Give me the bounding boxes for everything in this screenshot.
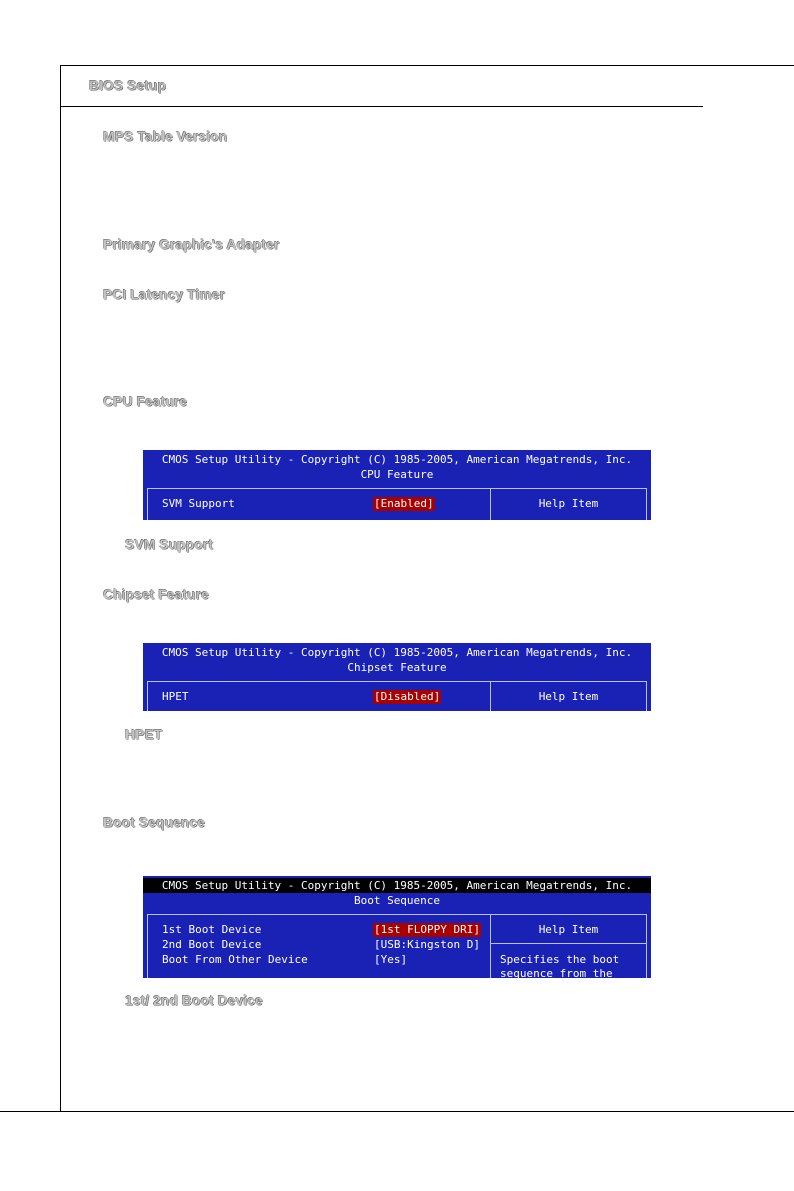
cmos-row-value[interactable]: [Enabled] — [374, 497, 434, 510]
cmos-screen-title: Boot Sequence — [353, 894, 441, 907]
cmos-copyright: CMOS Setup Utility - Copyright (C) 1985-2005, American Megatrends, Inc. — [143, 878, 651, 893]
cmos-body — [147, 914, 647, 978]
heading-primary-graphics-adapter: Primary Graphic's Adapter — [103, 236, 280, 252]
heading-pci-latency-timer: PCI Latency Timer — [103, 286, 225, 302]
cmos-row-label[interactable]: Boot From Other Device — [162, 953, 308, 966]
page-frame-left — [60, 65, 61, 1111]
cmos-body — [147, 488, 647, 520]
cmos-screenshot-boot-sequence — [143, 876, 651, 978]
cmos-help-text: Specifies the boot — [500, 953, 620, 966]
cmos-help-text: sequence from the — [500, 967, 613, 978]
page-frame-bottom — [0, 1111, 794, 1112]
cmos-help-item: Help Item — [538, 923, 599, 936]
cmos-row-label[interactable]: 1st Boot Device — [162, 923, 262, 936]
cmos-body — [147, 681, 647, 711]
cmos-row-value[interactable]: [1st FLOPPY DRI] — [374, 923, 480, 936]
heading-boot-device: 1st/ 2nd Boot Device — [125, 992, 263, 1008]
cmos-copyright: CMOS Setup Utility - Copyright (C) 1985-2005, American Megatrends, Inc. — [161, 646, 633, 659]
page-frame-top — [60, 65, 794, 66]
cmos-screen-title: CPU Feature — [360, 468, 434, 481]
cmos-row-value[interactable]: [Yes] — [374, 953, 408, 966]
page-header-title: BIOS Setup — [89, 77, 167, 93]
cmos-row-value[interactable]: [Disabled] — [374, 690, 441, 703]
cmos-screenshot-chipset-feature — [143, 643, 651, 711]
heading-mps-table-version: MPS Table Version — [103, 128, 228, 144]
heading-boot-sequence: Boot Sequence — [103, 814, 205, 830]
cmos-row-label[interactable]: SVM Support — [162, 497, 235, 510]
heading-svm-support: SVM Support — [125, 536, 213, 552]
header-rule — [60, 106, 703, 107]
cmos-row-label[interactable]: HPET — [162, 690, 189, 703]
cmos-screen-title: Chipset Feature — [347, 661, 447, 674]
cmos-help-item: Help Item — [538, 690, 599, 703]
heading-cpu-feature: CPU Feature — [103, 393, 188, 409]
heading-chipset-feature: Chipset Feature — [103, 586, 209, 602]
cmos-row-value[interactable]: [USB:Kingston D] — [374, 938, 480, 951]
cmos-copyright: CMOS Setup Utility - Copyright (C) 1985-2005, American Megatrends, Inc. — [161, 453, 633, 466]
cmos-row-label[interactable]: 2nd Boot Device — [162, 938, 262, 951]
cmos-help-item: Help Item — [538, 497, 599, 510]
cmos-screenshot-cpu-feature — [143, 450, 651, 520]
heading-hpet: HPET — [125, 726, 163, 742]
